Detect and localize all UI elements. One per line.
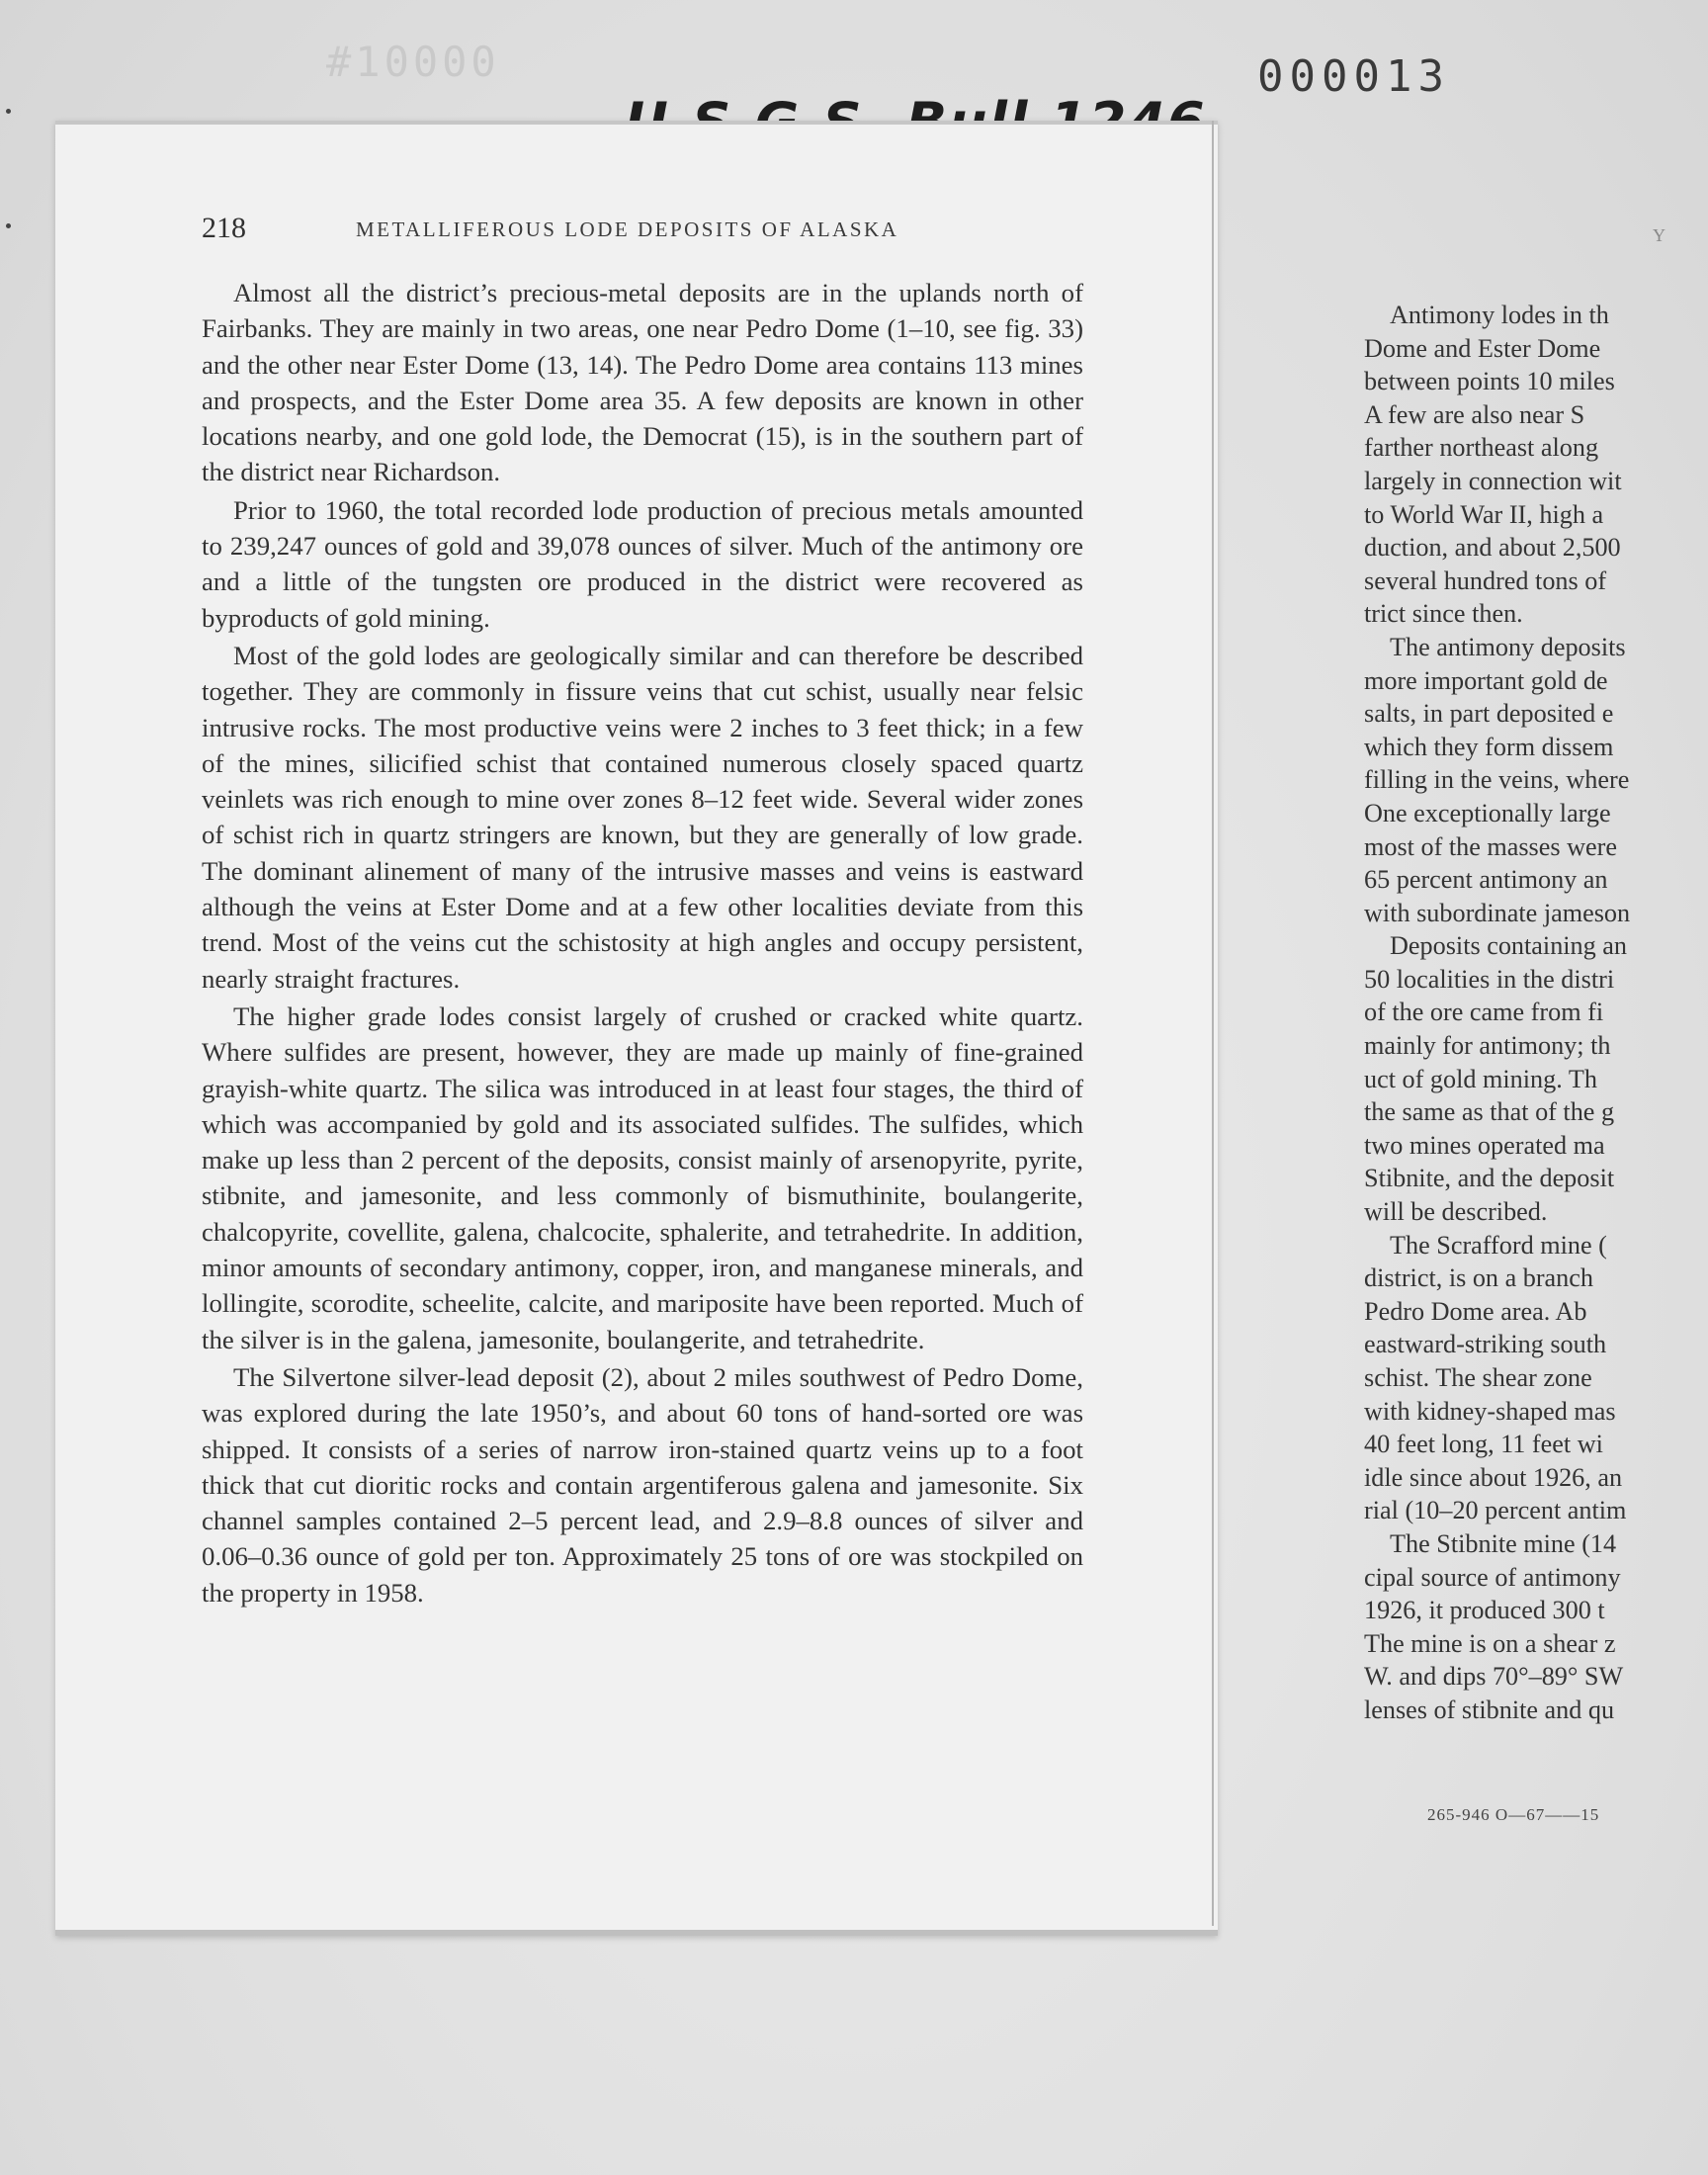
right-page-line: W. and dips 70°–89° SW (1364, 1662, 1624, 1692)
right-page-line: will be described. (1364, 1197, 1548, 1227)
right-page-line: Stibnite, and the deposit (1364, 1164, 1615, 1193)
right-page-line: several hundred tons of (1364, 566, 1607, 595)
scan-speck (6, 223, 11, 228)
paragraph: Most of the gold lodes are geologically similar and can therefore be described together. They are commonly in fissure veins that cut schist, usually near felsic intrusive rocks. The most productive veins were 2 inches to 3 feet thick; in a few of the mines, silicified schist that contained numerous closely spaced quartz veinlets was rich enough to mine over zones 8–12 feet wide. Several wider zones of schist rich in quartz stringers are known, but they are generally of low grade. The dominant alinement of many of the intrusive masses and veins is eastward although the veins at Ester Dome and at a few other localities deviate from this trend. Most of the veins cut the schistosity at high angles and occupy persistent, nearly straight fractures. (202, 640, 1083, 994)
right-page-line: lenses of stibnite and qu (1364, 1695, 1615, 1724)
right-page-line: The mine is on a shear z (1364, 1628, 1616, 1658)
right-page-line: eastward-striking south (1364, 1330, 1607, 1359)
right-page-line: with kidney-shaped mas (1364, 1396, 1616, 1426)
page-number: 218 (202, 212, 246, 244)
right-page-line: 1926, it produced 300 t (1364, 1596, 1605, 1625)
left-page (202, 212, 1083, 1612)
right-page-line: with subordinate jameson (1364, 898, 1631, 927)
right-page-line: Deposits containing an (1390, 931, 1628, 961)
page-header (202, 212, 1083, 247)
right-page-line: 65 percent antimony an (1364, 865, 1608, 895)
right-page-line: to World War II, high a (1364, 499, 1604, 529)
paragraph: Almost all the district’s precious-metal deposits are in the uplands north of Fairbanks. They are mainly in two areas, one near Pedro Dome (1–10, see fig. 33) and the other near Ester Dome (13, 14). The Pedro Dome area contains 113 mines and prospects, and the Ester Dome area 35. A few deposits are known in other locations nearby, and one gold lode, the Democrat (15), is in the southern part of the district near Richardson. (202, 278, 1083, 487)
right-page-line: rial (10–20 percent antim (1364, 1496, 1627, 1525)
right-page-line: cipal source of antimony (1364, 1562, 1621, 1592)
right-page-line: which they form dissem (1364, 732, 1614, 761)
right-page-line: most of the masses were (1364, 831, 1617, 861)
right-page-line: between points 10 miles (1364, 367, 1615, 396)
running-head: METALLIFEROUS LODE DEPOSITS OF ALASKA (356, 218, 899, 241)
right-page-line: uct of gold mining. Th (1364, 1064, 1597, 1093)
right-page-line: 50 localities in the distri (1364, 964, 1615, 994)
right-page-line: of the ore came from fi (1364, 998, 1604, 1027)
right-page-line: more important gold de (1364, 665, 1608, 695)
right-page-line: farther northeast along (1364, 433, 1599, 463)
right-page-line: The Stibnite mine (14 (1390, 1528, 1617, 1558)
right-page-line: Antimony lodes in th (1390, 301, 1609, 329)
right-page (1364, 299, 1678, 1727)
right-page-line: Pedro Dome area. Ab (1364, 1296, 1587, 1326)
scan-speck (6, 109, 11, 114)
print-footer: 265-946 O—67——15 (1427, 1805, 1600, 1824)
paragraph: The higher grade lodes consist largely of crushed or cracked white quartz. Where sulfides are present, however, they are made up mainly of fine-grained grayish-white quartz. The silica was introduced in at least four stages, the third of which was accompanied by gold and its associated sulfides. The sulfides, which make up less than 2 percent of the deposits, consist mainly of arsenopyrite, pyrite, stibnite, and jamesonite, and less commonly of bismuthinite, boulangerite, chalcopyrite, covellite, galena, chalcocite, sphalerite, and tetrahedrite. In addition, minor amounts of secondary antimony, copper, iron, and manganese minerals, and lollingite, scorodite, scheelite, calcite, and mariposite have been reported. Much of the silver is in the galena, jamesonite, boulangerite, and tetrahedrite. (202, 1000, 1083, 1354)
right-page-line: idle since about 1926, an (1364, 1462, 1623, 1492)
right-page-line: the same as that of the g (1364, 1097, 1615, 1127)
page-fold-line (1212, 121, 1214, 1926)
right-page-line: schist. The shear zone (1364, 1363, 1592, 1392)
right-page-line: The antimony deposits (1390, 632, 1626, 661)
right-page-line: 40 feet long, 11 feet wi (1364, 1430, 1603, 1459)
right-page-line: district, is on a branch (1364, 1263, 1593, 1293)
paragraph: The Silvertone silver-lead deposit (2), about 2 miles southwest of Pedro Dome, was explored during the late 1950’s, and about 60 tons of hand-sorted ore was shipped. It consists of a series of narrow iron-stained quartz veins up to a foot thick that cut dioritic rocks and contain argentiferous galena and jamesonite. Six channel samples contained 2–5 percent lead, and 2.9–8.8 ounces of silver and 0.06–0.36 ounce of gold per ton. Approximately 25 tons of ore was stockpiled on the property in 1958. (202, 1361, 1083, 1608)
right-running-head-fragment: Y (1653, 225, 1665, 245)
right-page-line: filling in the veins, where (1364, 765, 1630, 795)
right-page-line: largely in connection wit (1364, 466, 1622, 495)
faint-stamp: #10000 (326, 38, 500, 86)
right-page-line: One exceptionally large (1364, 798, 1611, 827)
right-page-line: A few are also near S (1364, 399, 1585, 429)
right-page-line: salts, in part deposited e (1364, 699, 1614, 729)
right-page-line: Dome and Ester Dome (1364, 333, 1601, 363)
right-page-line: duction, and about 2,500 (1364, 533, 1621, 563)
right-page-line: The Scrafford mine ( (1390, 1230, 1607, 1260)
right-page-line: mainly for antimony; th (1364, 1031, 1611, 1061)
right-page-line: trict since then. (1364, 599, 1523, 629)
paragraph: Prior to 1960, the total recorded lode production of precious metals amounted to 239,247 ounces of gold and 39,078 ounces of silver. Much of the antimony ore and a little of the tungsten ore produced in the district were recovered as byproducts of gold mining. (202, 494, 1083, 633)
right-page-line: two mines operated ma (1364, 1130, 1605, 1160)
document-number: 000013 (1257, 51, 1450, 102)
